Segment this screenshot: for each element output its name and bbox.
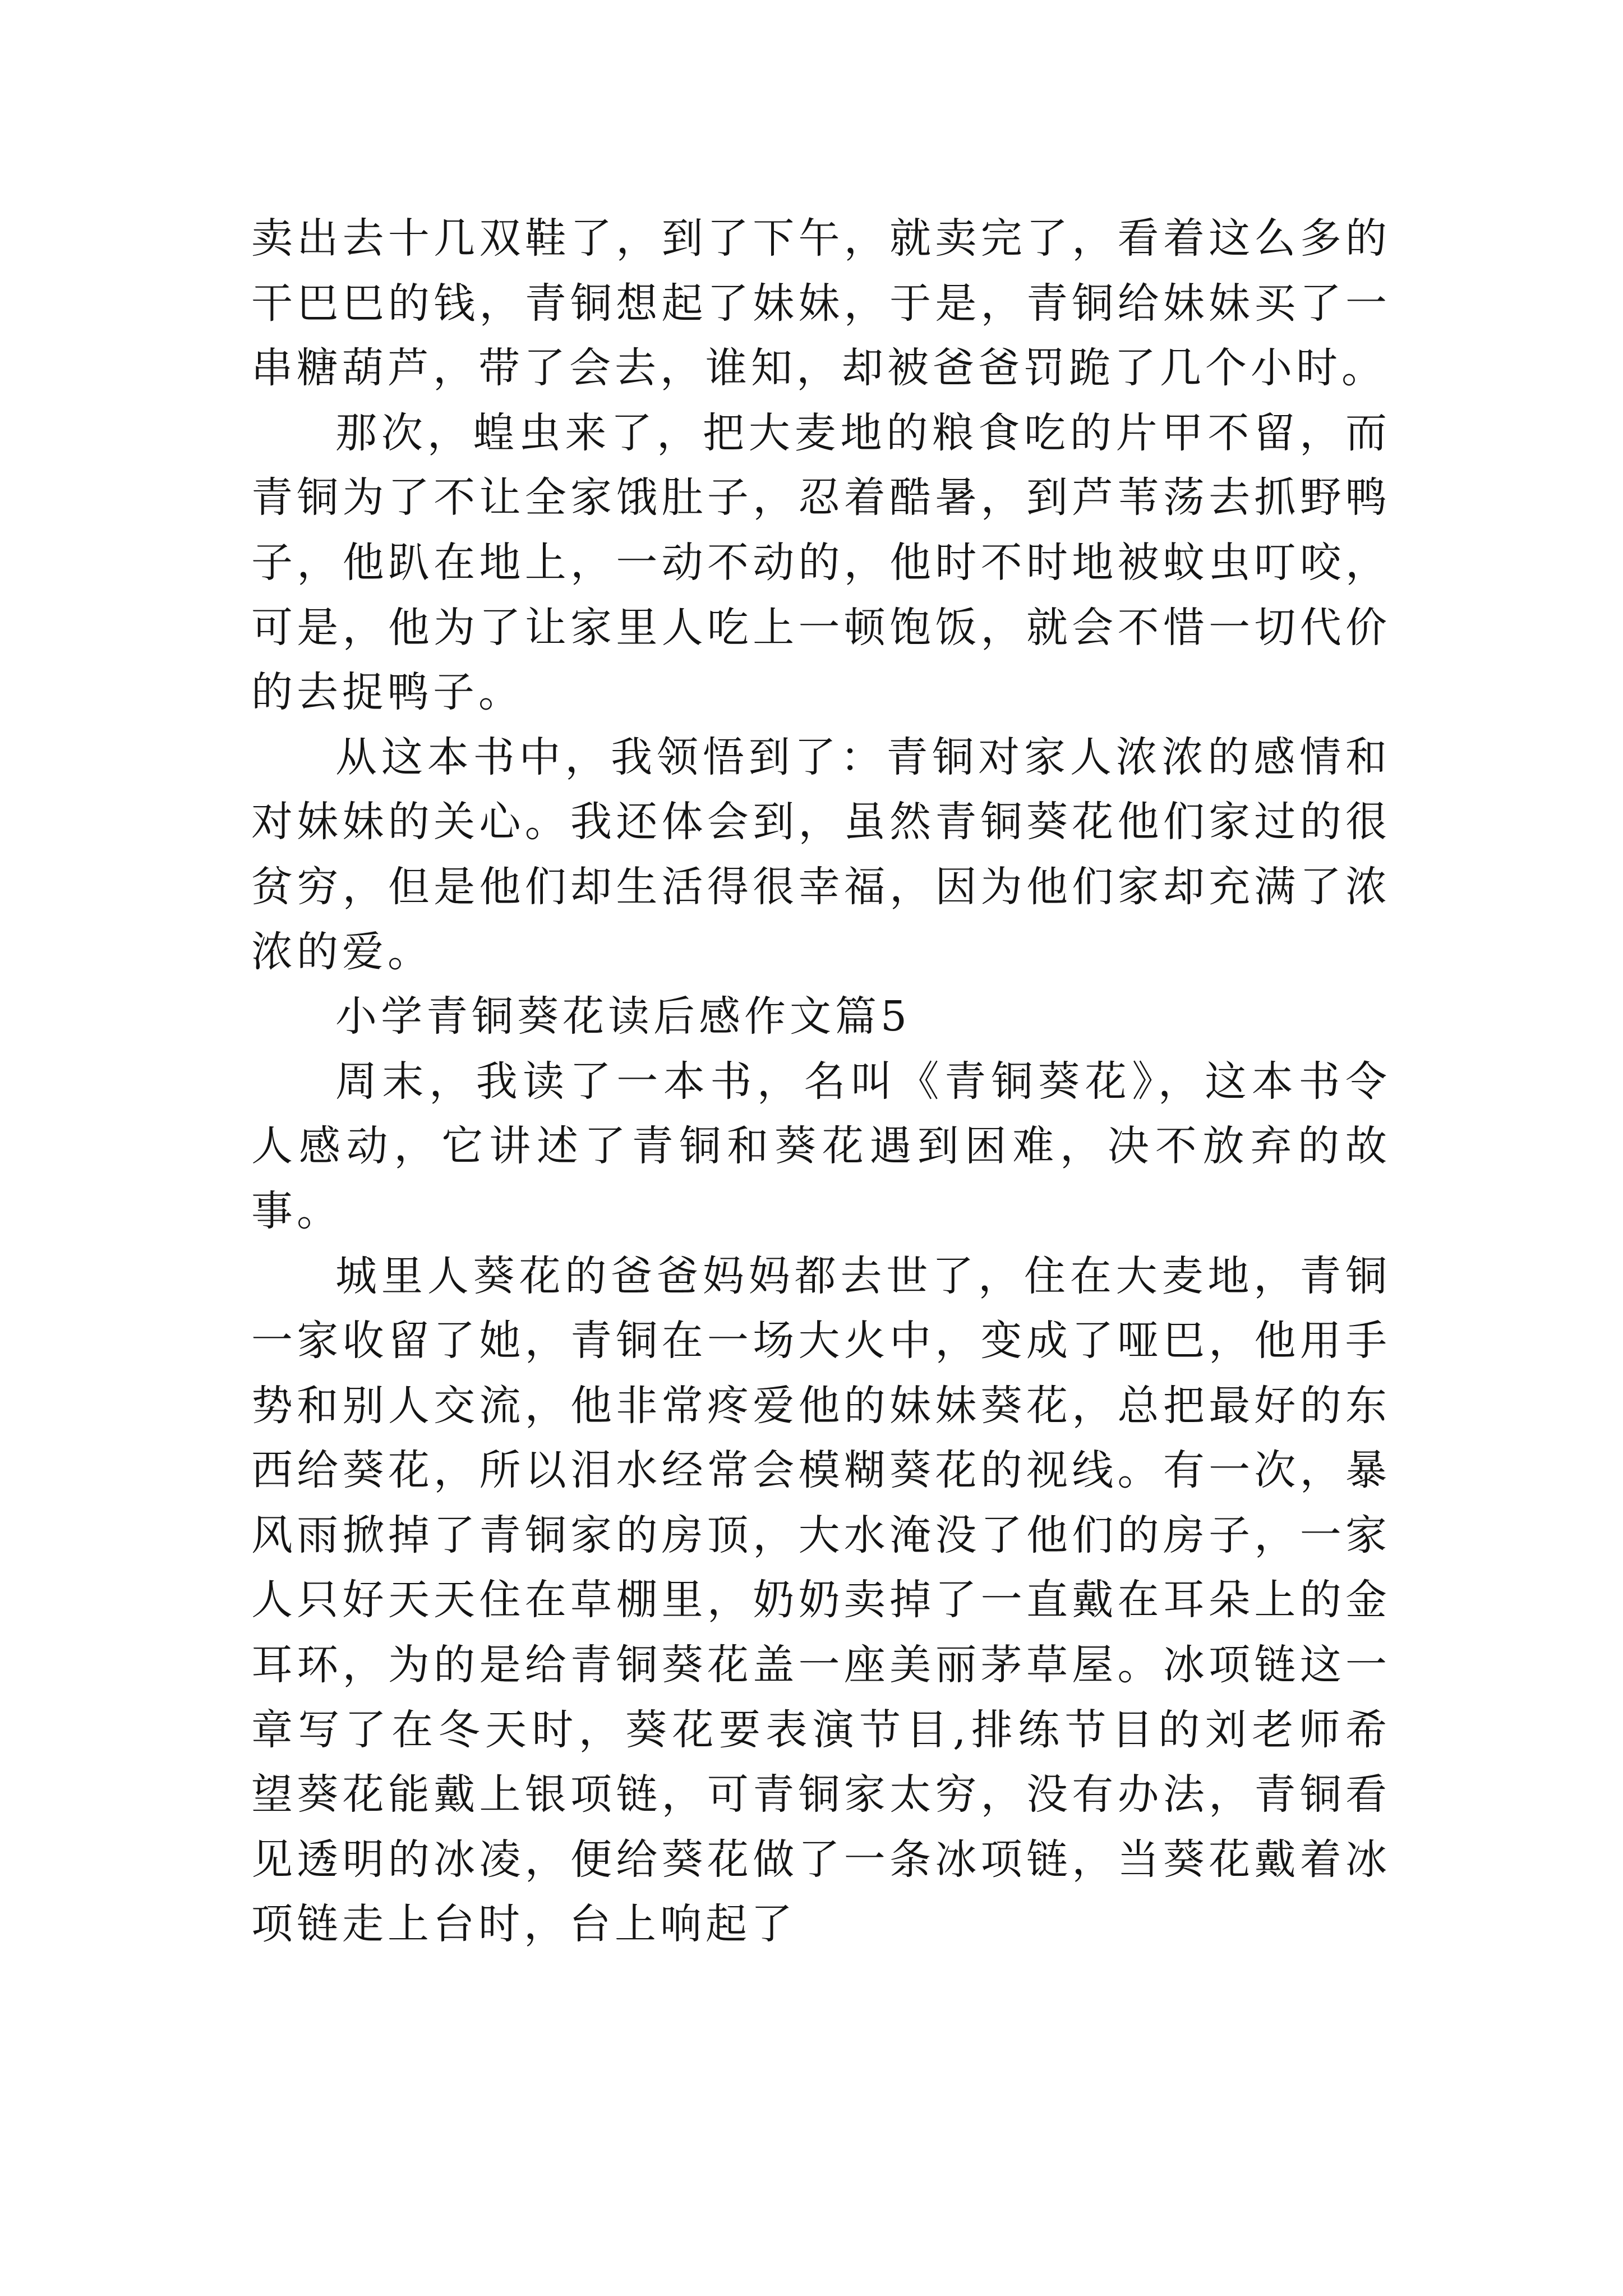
paragraph-continuation: 卖出去十几双鞋了，到了下午，就卖完了，看着这么多的干巴巴的钱，青铜想起了妹妹，于是，青铜给妹妹买了一串糖葫芦，带了会去，谁知，却被爸爸罚跪了几个小时。: [251, 214, 1391, 393]
paragraph: 周末，我读了一本书，名叫《青铜葵花》，这本书令人感动，它讲述了青铜和葵花遇到困难，决不放弃的故事。: [251, 1057, 1391, 1235]
document-body: [251, 206, 1391, 1957]
paragraph: 从这本书中，我领悟到了：青铜对家人浓浓的感情和对妹妹的关心。我还体会到，虽然青铜葵花他们家过的很贫穷，但是他们却生活得很幸福，因为他们家却充满了浓浓的爱。: [251, 733, 1391, 976]
section-heading: 小学青铜葵花读后感作文篇5: [335, 992, 911, 1041]
paragraph: 那次，蝗虫来了，把大麦地的粮食吃的片甲不留，而青铜为了不让全家饿肚子，忍着酷暑，到芦苇荡去抓野鸭子，他趴在地上，一动不动的，他时不时地被蚊虫叮咬，可是，他为了让家里人吃上一顿饱饭，就会不惜一切代价的去捉鸭子。: [251, 408, 1391, 717]
paragraph: 城里人葵花的爸爸妈妈都去世了，住在大麦地，青铜一家收留了她，青铜在一场大火中，变成了哑巴，他用手势和别人交流，他非常疼爱他的妹妹葵花，总把最好的东西给葵花，所以泪水经常会模糊葵花的视线。有一次，暴风雨掀掉了青铜家的房顶，大水淹没了他们的房子，一家人只好天天住在草棚里，奶奶卖掉了一直戴在耳朵上的金耳环，为的是给青铜葵花盖一座美丽茅草屋。冰项链这一章写了在冬天时，葵花要表演节目,排练节目的刘老师希望葵花能戴上银项链，可青铜家太穷，没有办法，青铜看见透明的冰凌，便给葵花做了一条冰项链，当葵花戴着冰项链走上台时，台上响起了: [251, 1251, 1391, 1949]
